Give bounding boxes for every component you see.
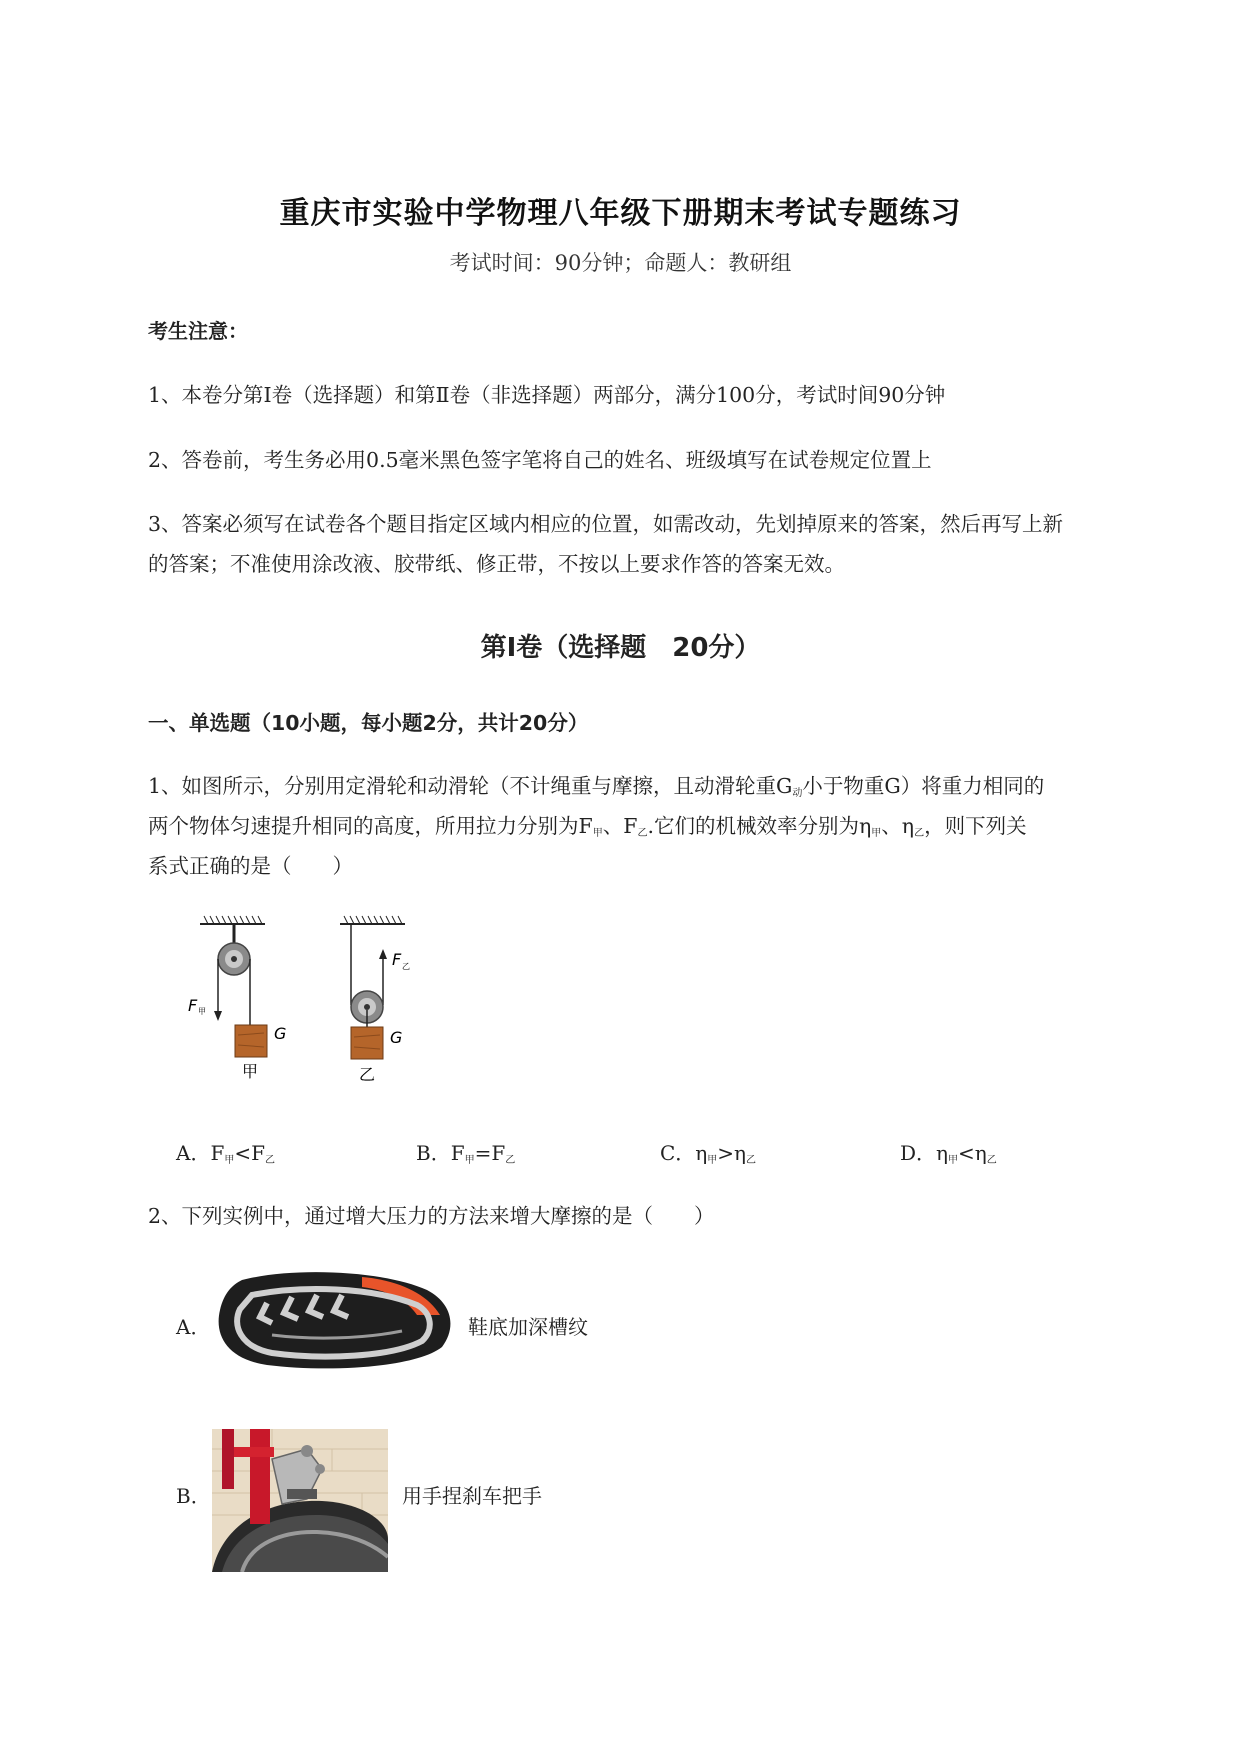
q2-stem: 2、下列实例中，通过增大压力的方法来增大摩擦的是（ ） [148, 1204, 715, 1228]
notice-item-3: 3、答案必须写在试卷各个题目指定区域内相应的位置，如需改动，先划掉原来的答案，然后再写上新 [148, 512, 1064, 536]
q2-option-a-letter: A． [176, 1315, 211, 1339]
q1-line-3: 系式正确的是（ ） [148, 854, 353, 878]
exam-info: 考试时间：90分钟；命题人：教研组 [449, 251, 792, 275]
caption-yi: 乙 [359, 1065, 376, 1084]
shoe-sole-image [212, 1265, 457, 1375]
notice-item-2: 2、答卷前，考生务必用0.5毫米黑色签字笔将自己的姓名、班级填写在试卷规定位置上 [148, 448, 932, 472]
q2-option-b-letter: B． [176, 1484, 211, 1508]
notice-item-1: 1、本卷分第Ⅰ卷（选择题）和第Ⅱ卷（非选择题）两部分，满分100分，考试时间90分钟 [148, 383, 946, 407]
q1-option-c: C．$\eta_甲>\eta_乙$ [660, 1141, 757, 1166]
q2-option-b-text: 用手捏刹车把手 [402, 1484, 542, 1508]
q1-option-d: D．$\eta_甲<\eta_乙$ [900, 1141, 997, 1166]
q1-line-2: 两个物体匀速提升相同的高度，所用拉力分别为$F_甲$、$F_乙$.它们的机械效率分别为$\eta_甲$、$\eta_乙$，则下列关 [148, 814, 1027, 839]
bike-brake-image [212, 1429, 388, 1572]
label-f-yi: F [392, 950, 402, 969]
q1-option-b: B．$F_甲=F_乙$ [416, 1141, 516, 1166]
section-title: 第Ⅰ卷（选择题 20分） [480, 633, 761, 663]
notice-item-3-cont: 的答案；不准使用涂改液、胶带纸、修正带，不按以上要求作答的答案无效。 [148, 552, 845, 576]
part-heading: 一、单选题（10小题，每小题2分，共计20分） [148, 711, 589, 735]
page-title: 重庆市实验中学物理八年级下册期末考试专题练习 [279, 196, 962, 231]
label-f-jia: F [188, 996, 198, 1015]
q1-option-a: A．$F_甲<F_乙$ [176, 1141, 275, 1166]
pulley-diagram [180, 915, 440, 1095]
fixed-pulley-figure [200, 916, 267, 1057]
label-g-yi: G [390, 1028, 403, 1047]
q2-option-a-text: 鞋底加深槽纹 [468, 1315, 588, 1339]
q1-line-1: 1、如图所示，分别用定滑轮和动滑轮（不计绳重与摩擦，且动滑轮重$G_动$小于物重G）将重力相同的 [148, 774, 1045, 799]
caption-jia: 甲 [242, 1062, 259, 1081]
label-g-jia: G [274, 1024, 287, 1043]
label-f-jia-sub: 甲 [198, 1007, 206, 1016]
label-f-yi-sub: 乙 [402, 962, 410, 971]
notice-heading: 考生注意： [148, 319, 248, 343]
